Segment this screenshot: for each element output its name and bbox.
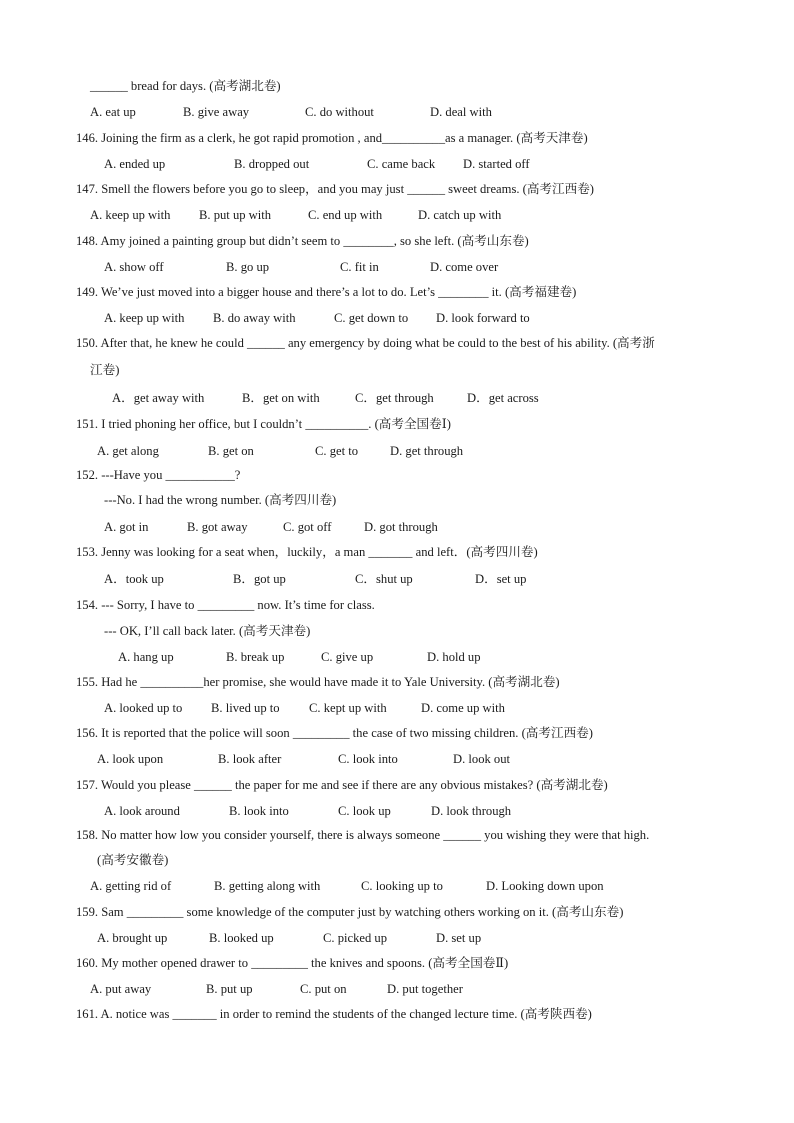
question-line: 150. After that, he knew he could ______ any emergency by doing what be could to the best of his ability. (高考浙 xyxy=(76,336,655,350)
answer-option: B. looked up xyxy=(209,931,274,945)
answer-option: A. keep up with xyxy=(90,208,171,222)
question-line: 155. Had he __________her promise, she would have made it to Yale University. (高考湖北卷) xyxy=(76,675,560,689)
answer-option: A. got in xyxy=(104,520,149,534)
answer-option: D. catch up with xyxy=(418,208,502,222)
answer-option: C. came back xyxy=(367,157,436,171)
answer-option: A. keep up with xyxy=(104,311,185,325)
answer-option: B. break up xyxy=(226,650,285,664)
answer-option: B. put up with xyxy=(199,208,272,222)
answer-option: A．took up xyxy=(104,572,164,586)
answer-option: C. get down to xyxy=(334,311,409,325)
question-line: 153. Jenny was looking for a seat when，luckily，a man _______ and left．(高考四川卷) xyxy=(76,545,538,559)
answer-option: D．get across xyxy=(467,391,539,405)
answer-option: D. come over xyxy=(430,260,499,274)
answer-option: A. brought up xyxy=(97,931,168,945)
answer-option: C. look up xyxy=(338,804,391,818)
question-line: 157. Would you please ______ the paper for me and see if there are any obvious mistakes? (高考湖北卷) xyxy=(76,778,608,792)
answer-option: A. look upon xyxy=(97,752,164,766)
answer-option: A. getting rid of xyxy=(90,879,172,893)
question-line: 152. ---Have you ___________? xyxy=(76,468,241,482)
answer-option: C. looking up to xyxy=(361,879,443,893)
answer-option: B. look into xyxy=(229,804,289,818)
answer-option: B. go up xyxy=(226,260,270,274)
answer-option: B．get on with xyxy=(242,391,320,405)
question-line: 江卷) xyxy=(90,363,120,377)
answer-option: B. look after xyxy=(218,752,282,766)
answer-option: C. look into xyxy=(338,752,398,766)
answer-option: D. look out xyxy=(453,752,511,766)
answer-option: B．got up xyxy=(233,572,286,586)
answer-option: C. fit in xyxy=(340,260,379,274)
answer-option: B. got away xyxy=(187,520,248,534)
question-line: 146. Joining the firm as a clerk, he got rapid promotion , and__________as a manager. (高考天津卷) xyxy=(76,131,588,145)
question-line: ______ bread for days. (高考湖北卷) xyxy=(90,79,281,93)
answer-option: D. get through xyxy=(390,444,464,458)
answer-option: C. got off xyxy=(283,520,332,534)
answer-option: A．get away with xyxy=(112,391,205,405)
answer-option: B. getting along with xyxy=(214,879,321,893)
answer-option: B. get on xyxy=(208,444,254,458)
question-line: 158. No matter how low you consider yourself, there is always someone ______ you wishing they were that high. xyxy=(76,828,650,842)
answer-option: D. set up xyxy=(436,931,482,945)
answer-option: D. hold up xyxy=(427,650,481,664)
question-line: 156. It is reported that the police will soon _________ the case of two missing children. (高考江西卷) xyxy=(76,726,593,740)
answer-option: B. lived up to xyxy=(211,701,280,715)
answer-option: C. kept up with xyxy=(309,701,387,715)
question-line: 151. I tried phoning her office, but I couldn’t __________. (高考全国卷Ⅰ) xyxy=(76,417,451,431)
answer-option: A. looked up to xyxy=(104,701,183,715)
question-line: 160. My mother opened drawer to _________ the knives and spoons. (高考全国卷Ⅱ) xyxy=(76,956,509,970)
question-line: 159. Sam _________ some knowledge of the computer just by watching others working on it. (高考山东卷) xyxy=(76,905,624,919)
answer-option: D．set up xyxy=(475,572,527,586)
answer-option: A. look around xyxy=(104,804,180,818)
answer-option: D. started off xyxy=(463,157,530,171)
answer-option: B. give away xyxy=(183,105,250,119)
answer-option: C. end up with xyxy=(308,208,383,222)
answer-option: D. deal with xyxy=(430,105,492,119)
question-line: --- OK, I’ll call back later. (高考天津卷) xyxy=(104,624,311,638)
answer-option: D. got through xyxy=(364,520,438,534)
answer-option: B. dropped out xyxy=(234,157,310,171)
answer-option: A. hang up xyxy=(118,650,174,664)
answer-option: D. look through xyxy=(431,804,512,818)
answer-option: D. Looking down upon xyxy=(486,879,604,893)
answer-option: A. get along xyxy=(97,444,159,458)
answer-option: C. get to xyxy=(315,444,359,458)
answer-option: C. do without xyxy=(305,105,374,119)
question-line: 148. Amy joined a painting group but didn’t seem to ________, so she left. (高考山东卷) xyxy=(76,234,529,248)
answer-option: B. put up xyxy=(206,982,253,996)
question-line: 154. --- Sorry, I have to _________ now. It’s time for class. xyxy=(76,598,375,612)
answer-option: C．get through xyxy=(355,391,434,405)
question-line: 149. We’ve just moved into a bigger house and there’s a lot to do. Let’s ________ it. (高考福建卷) xyxy=(76,285,577,299)
answer-option: C. put on xyxy=(300,982,347,996)
answer-option: D. come up with xyxy=(421,701,505,715)
answer-option: A. ended up xyxy=(104,157,166,171)
answer-option: A. put away xyxy=(90,982,152,996)
answer-option: C. picked up xyxy=(323,931,388,945)
question-line: 147. Smell the flowers before you go to sleep，and you may just ______ sweet dreams. (高考江西卷) xyxy=(76,182,594,196)
question-line: (高考安徽卷) xyxy=(97,853,169,867)
answer-option: C．shut up xyxy=(355,572,413,586)
question-line: ---No. I had the wrong number. (高考四川卷) xyxy=(104,493,337,507)
answer-option: B. do away with xyxy=(213,311,296,325)
answer-option: D. put together xyxy=(387,982,463,996)
answer-option: D. look forward to xyxy=(436,311,530,325)
question-line: 161. A. notice was _______ in order to remind the students of the changed lecture time. (高考陕西卷) xyxy=(76,1007,592,1021)
answer-option: C. give up xyxy=(321,650,374,664)
answer-option: A. show off xyxy=(104,260,164,274)
answer-option: A. eat up xyxy=(90,105,136,119)
